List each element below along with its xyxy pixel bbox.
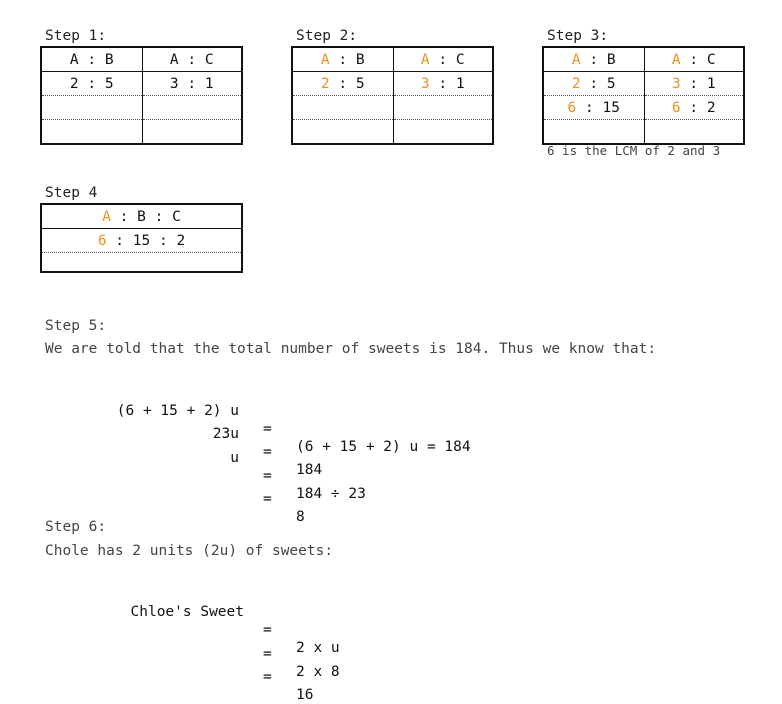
empty-cell — [644, 120, 744, 145]
empty-cell — [543, 120, 644, 145]
empty-cell — [41, 253, 242, 273]
step3-header-ab: A : B — [543, 47, 644, 72]
step2-ratio-table — [291, 46, 494, 145]
step5-label: Step 5: — [45, 318, 107, 334]
step2-label: Step 2: — [296, 28, 358, 44]
step2-cell-ab: 2 : 5 — [292, 72, 393, 96]
equals-sign: = — [263, 669, 272, 685]
step1-ratio-table — [40, 46, 243, 145]
equation-lhs: (6 + 15 + 2) u — [116, 403, 239, 419]
equation-rhs: 184 — [296, 462, 323, 478]
step1-header-ab: A : B — [41, 47, 142, 72]
equation-rhs: 2 x 8 — [296, 664, 340, 680]
step3-header-ac: A : C — [644, 47, 744, 72]
step1-cell-ab: 2 : 5 — [41, 72, 142, 96]
step1-header-ac: A : C — [142, 47, 242, 72]
empty-cell — [142, 96, 242, 120]
empty-cell — [292, 120, 393, 145]
empty-cell — [41, 120, 142, 145]
equation-rhs: 184 ÷ 23 — [296, 486, 366, 502]
step3-ratio-table — [542, 46, 745, 145]
equals-sign: = — [263, 468, 272, 484]
step3-label: Step 3: — [547, 28, 609, 44]
step6-label: Step 6: — [45, 519, 107, 535]
empty-cell — [41, 96, 142, 120]
equals-sign: = — [263, 421, 272, 437]
step3-cell-ac: 3 : 1 — [644, 72, 744, 96]
step2-header-ab: A : B — [292, 47, 393, 72]
empty-cell — [142, 120, 242, 145]
step3-scaled-ac: 6 : 2 — [644, 96, 744, 120]
step2-header-ac: A : C — [393, 47, 493, 72]
step6-text: Chole has 2 units (2u) of sweets: — [45, 543, 334, 559]
equation-rhs: 16 — [296, 687, 314, 703]
equals-sign: = — [263, 646, 272, 662]
equation-rhs: (6 + 15 + 2) u = 184 — [296, 439, 471, 455]
step5-equation-line — [0, 431, 782, 502]
equation-lhs: Chloe's Sweet — [130, 604, 244, 620]
step3-cell-ab: 2 : 5 — [543, 72, 644, 96]
empty-cell — [393, 96, 493, 120]
equation-rhs: 2 x u — [296, 640, 340, 656]
equals-sign: = — [263, 622, 272, 638]
equals-sign: = — [263, 491, 272, 507]
equation-rhs: 8 — [296, 509, 305, 525]
step2-cell-ac: 3 : 1 — [393, 72, 493, 96]
step4-header-abc: A : B : C — [41, 204, 242, 229]
step6-equation-line — [0, 585, 782, 656]
step1-cell-ac: 3 : 1 — [142, 72, 242, 96]
step5-text: We are told that the total number of sweets is 184. Thus we know that: — [45, 341, 657, 357]
lcm-note: 6 is the LCM of 2 and 3 — [547, 143, 721, 158]
equation-lhs: 23u — [212, 426, 239, 442]
step3-scaled-ab: 6 : 15 — [543, 96, 644, 120]
step4-combined-ratio-table — [40, 203, 243, 273]
step4-label: Step 4 — [45, 185, 98, 201]
equals-sign: = — [263, 444, 272, 460]
step1-label: Step 1: — [45, 28, 107, 44]
empty-cell — [292, 96, 393, 120]
equation-lhs: u — [230, 450, 239, 466]
empty-cell — [393, 120, 493, 145]
step4-cell-abc: 6 : 15 : 2 — [41, 229, 242, 253]
